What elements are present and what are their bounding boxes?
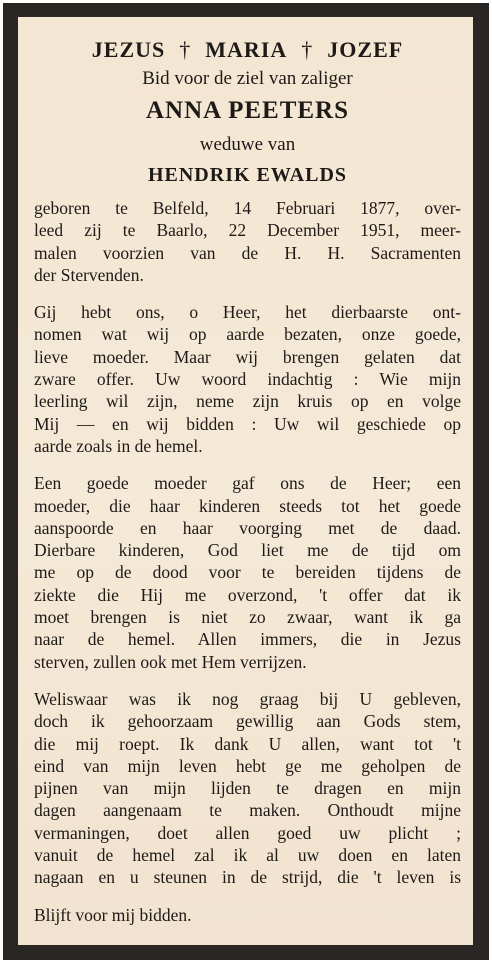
text-line: me op de dood voor te bereiden tijdens de <box>34 562 461 583</box>
text-line: Mij — en wij bidden : Uw wil geschiede op <box>34 413 461 434</box>
text-line: doch ik gehoorzaam gewillig aan Gods stem, <box>34 711 461 732</box>
text-line: moeder, die haar kinderen steeds tot het goede <box>34 495 461 516</box>
text-line: Een goede moeder gaf ons de Heer; een <box>34 473 461 494</box>
cross-icon: † <box>301 37 314 62</box>
text-line: leerling wil zijn, neme zijn kruis op en volge <box>34 391 461 412</box>
card-paper <box>18 17 473 960</box>
memorial-card <box>3 3 489 960</box>
text-line: geboren te Belfeld, 14 Februari 1877, over- <box>34 198 461 218</box>
text-line: lieve moeder. Maar wij brengen gelaten dat <box>34 346 461 367</box>
relation-line: weduwe van <box>199 134 296 155</box>
text-line: Blijft voor mij bidden. <box>34 904 192 925</box>
text-line: dagen aangenaam te maken. Onthoudt mijne <box>34 800 461 821</box>
text-line: aarde zoals in de hemel. <box>34 435 203 456</box>
text-line: aanspoorde en haar voorging met de daad. <box>34 517 461 538</box>
text-line: ziekte die Hij me overzond, 't offer dat ik <box>34 584 461 605</box>
text-line: malen voorzien van de H. H. Sacramenten <box>34 242 461 263</box>
text-line: naar de hemel. Allen immers, die in Jezus <box>34 629 461 650</box>
text-line: die mij roept. Ik dank U allen, want tot 't <box>34 733 461 754</box>
bid-line: Bid voor de ziel van zaliger <box>142 68 353 89</box>
text-line: sterven, zullen ook met Hem verrijzen. <box>34 651 307 672</box>
text-line: Gij hebt ons, o Heer, het dierbaarste ont- <box>34 302 461 323</box>
paragraph-prayer <box>34 301 461 457</box>
text-line: vermaningen, doet allen goed uw plicht ; <box>34 822 461 843</box>
text-line: eind van mijn leven hebt ge me geholpen de <box>34 755 461 776</box>
spouse-name: HENDRIK EWALDS <box>147 164 348 186</box>
card-content <box>34 35 461 960</box>
text-line: Dierbare kinderen, God liet me de tijd om <box>34 540 461 561</box>
text-line: der Stervenden. <box>34 264 144 285</box>
footer-line <box>34 946 461 960</box>
paragraph-closing <box>34 904 461 926</box>
deceased-name: ANNA PEETERS <box>145 97 349 124</box>
footer-prayer: Mijn Jezus barmhartigheid. <box>34 946 226 960</box>
footer-indulgence: (300 d. afl.) <box>376 946 459 960</box>
cross-icon: † <box>179 37 192 62</box>
text-line: leed zij te Baarlo, 22 December 1951, meer- <box>34 220 461 241</box>
paragraph-farewell <box>34 688 461 889</box>
text-line: Weliswaar was ik nog graag bij U gebleven, <box>34 688 461 709</box>
paragraph-mother <box>34 472 461 673</box>
invocation-jezus: JEZUS <box>91 37 166 62</box>
paragraph-birth-death <box>34 197 461 286</box>
text-line: nomen wat wij op aarde bezaten, onze goede, <box>34 324 461 345</box>
text-line: nagaan en u steunen in de strijd, die 't leven is <box>34 867 461 888</box>
invocation-line <box>34 35 461 65</box>
invocation-maria: MARIA <box>205 37 288 62</box>
text-line: moet brengen is niet zo zwaar, want ik ga <box>34 607 461 628</box>
invocation-jozef: JOZEF <box>327 37 404 62</box>
text-line: pijnen van mijn lijden te dragen en mijn <box>34 778 461 799</box>
text-line: vanuit de hemel zal ik al uw doen en laten <box>34 845 461 866</box>
text-line: zware offer. Uw woord indachtig : Wie mijn <box>34 369 461 390</box>
